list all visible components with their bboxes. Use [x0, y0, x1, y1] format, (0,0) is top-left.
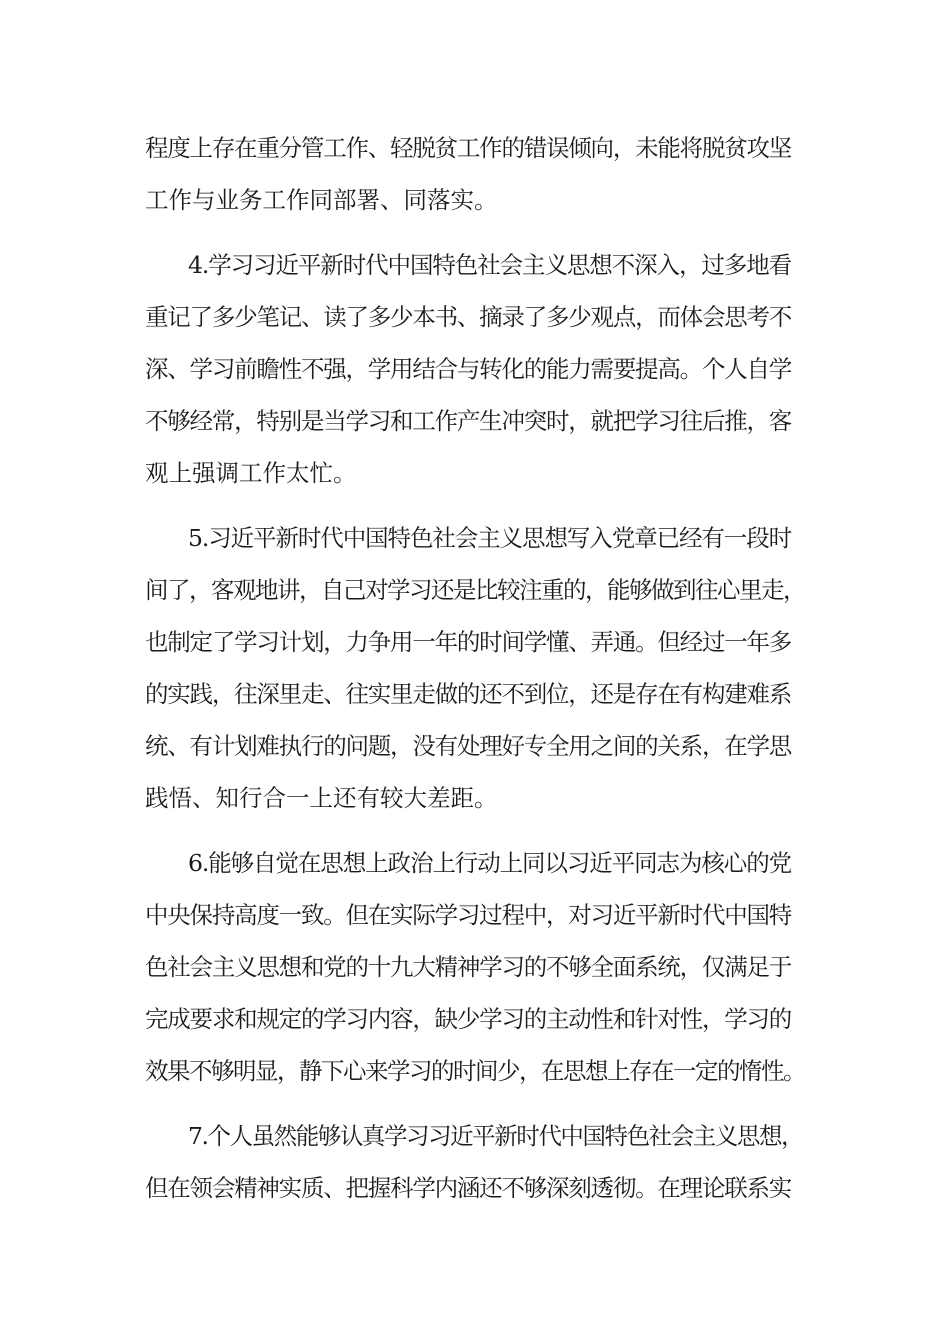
text-line	[0, 297, 950, 337]
line-text: 色社会主义思想和党的十九大精神学习的不够全面系统，仅满足于	[145, 953, 791, 981]
text-line	[0, 1116, 950, 1156]
line-text: 4.学习习近平新时代中国特色社会主义思想不深入，过多地看	[188, 251, 791, 279]
line-text: 间了，客观地讲，自己对学习还是比较注重的，能够做到往心里走，	[145, 576, 805, 604]
line-text: 但在领会精神实质、把握科学内涵还不够深刻透彻。在理论联系实	[145, 1174, 791, 1202]
text-line	[0, 674, 950, 714]
text-line	[0, 180, 950, 220]
line-text: 中央保持高度一致。但在实际学习过程中，对习近平新时代中国特	[145, 901, 791, 929]
text-line	[0, 778, 950, 818]
line-text: 的实践，往深里走、往实里走做的还不到位，还是存在有构建难系	[145, 680, 791, 708]
line-text: 重记了多少笔记、读了多少本书、摘录了多少观点，而体会思考不	[145, 303, 791, 331]
line-text: 效果不够明显，静下心来学习的时间少，在思想上存在一定的惰性。	[145, 1057, 805, 1085]
line-text: 践悟、知行合一上还有较大差距。	[145, 784, 498, 812]
text-line	[0, 401, 950, 441]
text-line	[0, 999, 950, 1039]
text-line	[0, 1168, 950, 1208]
text-line	[0, 1051, 950, 1091]
text-line	[0, 453, 950, 493]
text-line	[0, 947, 950, 987]
line-text: 6.能够自觉在思想上政治上行动上同以习近平同志为核心的党	[188, 849, 791, 877]
text-line	[0, 895, 950, 935]
text-line	[0, 726, 950, 766]
text-line	[0, 349, 950, 389]
line-text: 深、学习前瞻性不强，学用结合与转化的能力需要提高。个人自学	[145, 355, 791, 383]
text-line	[0, 128, 950, 168]
line-text: 观上强调工作太忙。	[145, 459, 357, 487]
text-line	[0, 518, 950, 558]
line-text: 统、有计划难执行的问题，没有处理好专全用之间的关系，在学思	[145, 732, 791, 760]
line-text: 不够经常，特别是当学习和工作产生冲突时，就把学习往后推，客	[145, 407, 791, 435]
line-text: 也制定了学习计划，力争用一年的时间学懂、弄通。但经过一年多	[145, 628, 791, 656]
line-text: 7.个人虽然能够认真学习习近平新时代中国特色社会主义思想，	[188, 1122, 803, 1150]
line-text: 程度上存在重分管工作、轻脱贫工作的错误倾向，未能将脱贫攻坚	[145, 134, 791, 162]
line-text: 工作与业务工作同部署、同落实。	[145, 186, 498, 214]
text-line	[0, 622, 950, 662]
text-line	[0, 570, 950, 610]
text-line	[0, 245, 950, 285]
text-line	[0, 843, 950, 883]
line-text: 完成要求和规定的学习内容，缺少学习的主动性和针对性，学习的	[145, 1005, 791, 1033]
line-text: 5.习近平新时代中国特色社会主义思想写入党章已经有一段时	[188, 524, 791, 552]
